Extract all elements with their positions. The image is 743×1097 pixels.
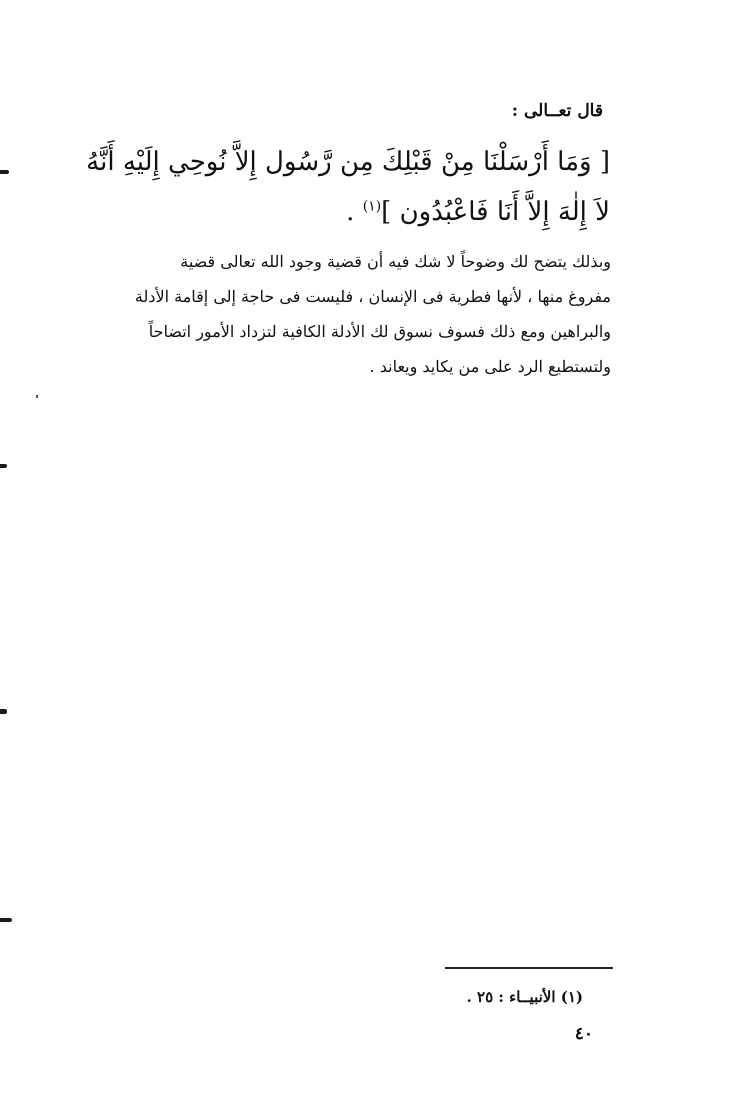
quran-verse-line-2-text: لاَ إِلٰهَ إِلاَّ أَنَا فَاعْبُدُون	[399, 197, 610, 227]
quran-verse-line-2	[90, 192, 610, 232]
closing-bracket: ]	[381, 197, 392, 227]
scan-speck	[36, 395, 38, 398]
footnote-reference: (١)	[362, 198, 382, 215]
paragraph-line-2: مفروغ منها ، لأنها فطرية فى الإنسان ، فليست فى حاجة إلى إقامة الأدلة	[134, 287, 611, 306]
paragraph-line-1: وبذلك يتضح لك وضوحاً لا شك فيه أن قضية وجود الله تعالى قضية	[180, 252, 611, 271]
scan-margin-mark	[0, 170, 9, 174]
paragraph-line-4: ولتستطيع الرد على من يكايد ويعاند .	[369, 357, 611, 376]
scan-margin-mark	[0, 709, 7, 714]
intro-text: قال تعــالى :	[511, 101, 603, 121]
scan-margin-mark	[0, 918, 12, 922]
paragraph-line-3: والبراهين ومع ذلك فسوف نسوق لك الأدلة الكافية لتزداد الأمور اتضاحاً	[148, 322, 611, 341]
page-number: ٤٠	[574, 1024, 593, 1044]
scan-margin-mark	[0, 464, 7, 468]
footnote-divider	[445, 967, 613, 969]
footnote-text: (١) الأنبيــاء : ٢٥ .	[466, 988, 583, 1006]
quran-verse-line-1: [ وَمَا أَرْسَلْنَا مِنْ قَبْلِكَ مِن رَّسُول إِلاَّ نُوحِي إِلَيْهِ أَنَّهُ	[86, 147, 610, 177]
verse-end-period: .	[346, 197, 355, 227]
